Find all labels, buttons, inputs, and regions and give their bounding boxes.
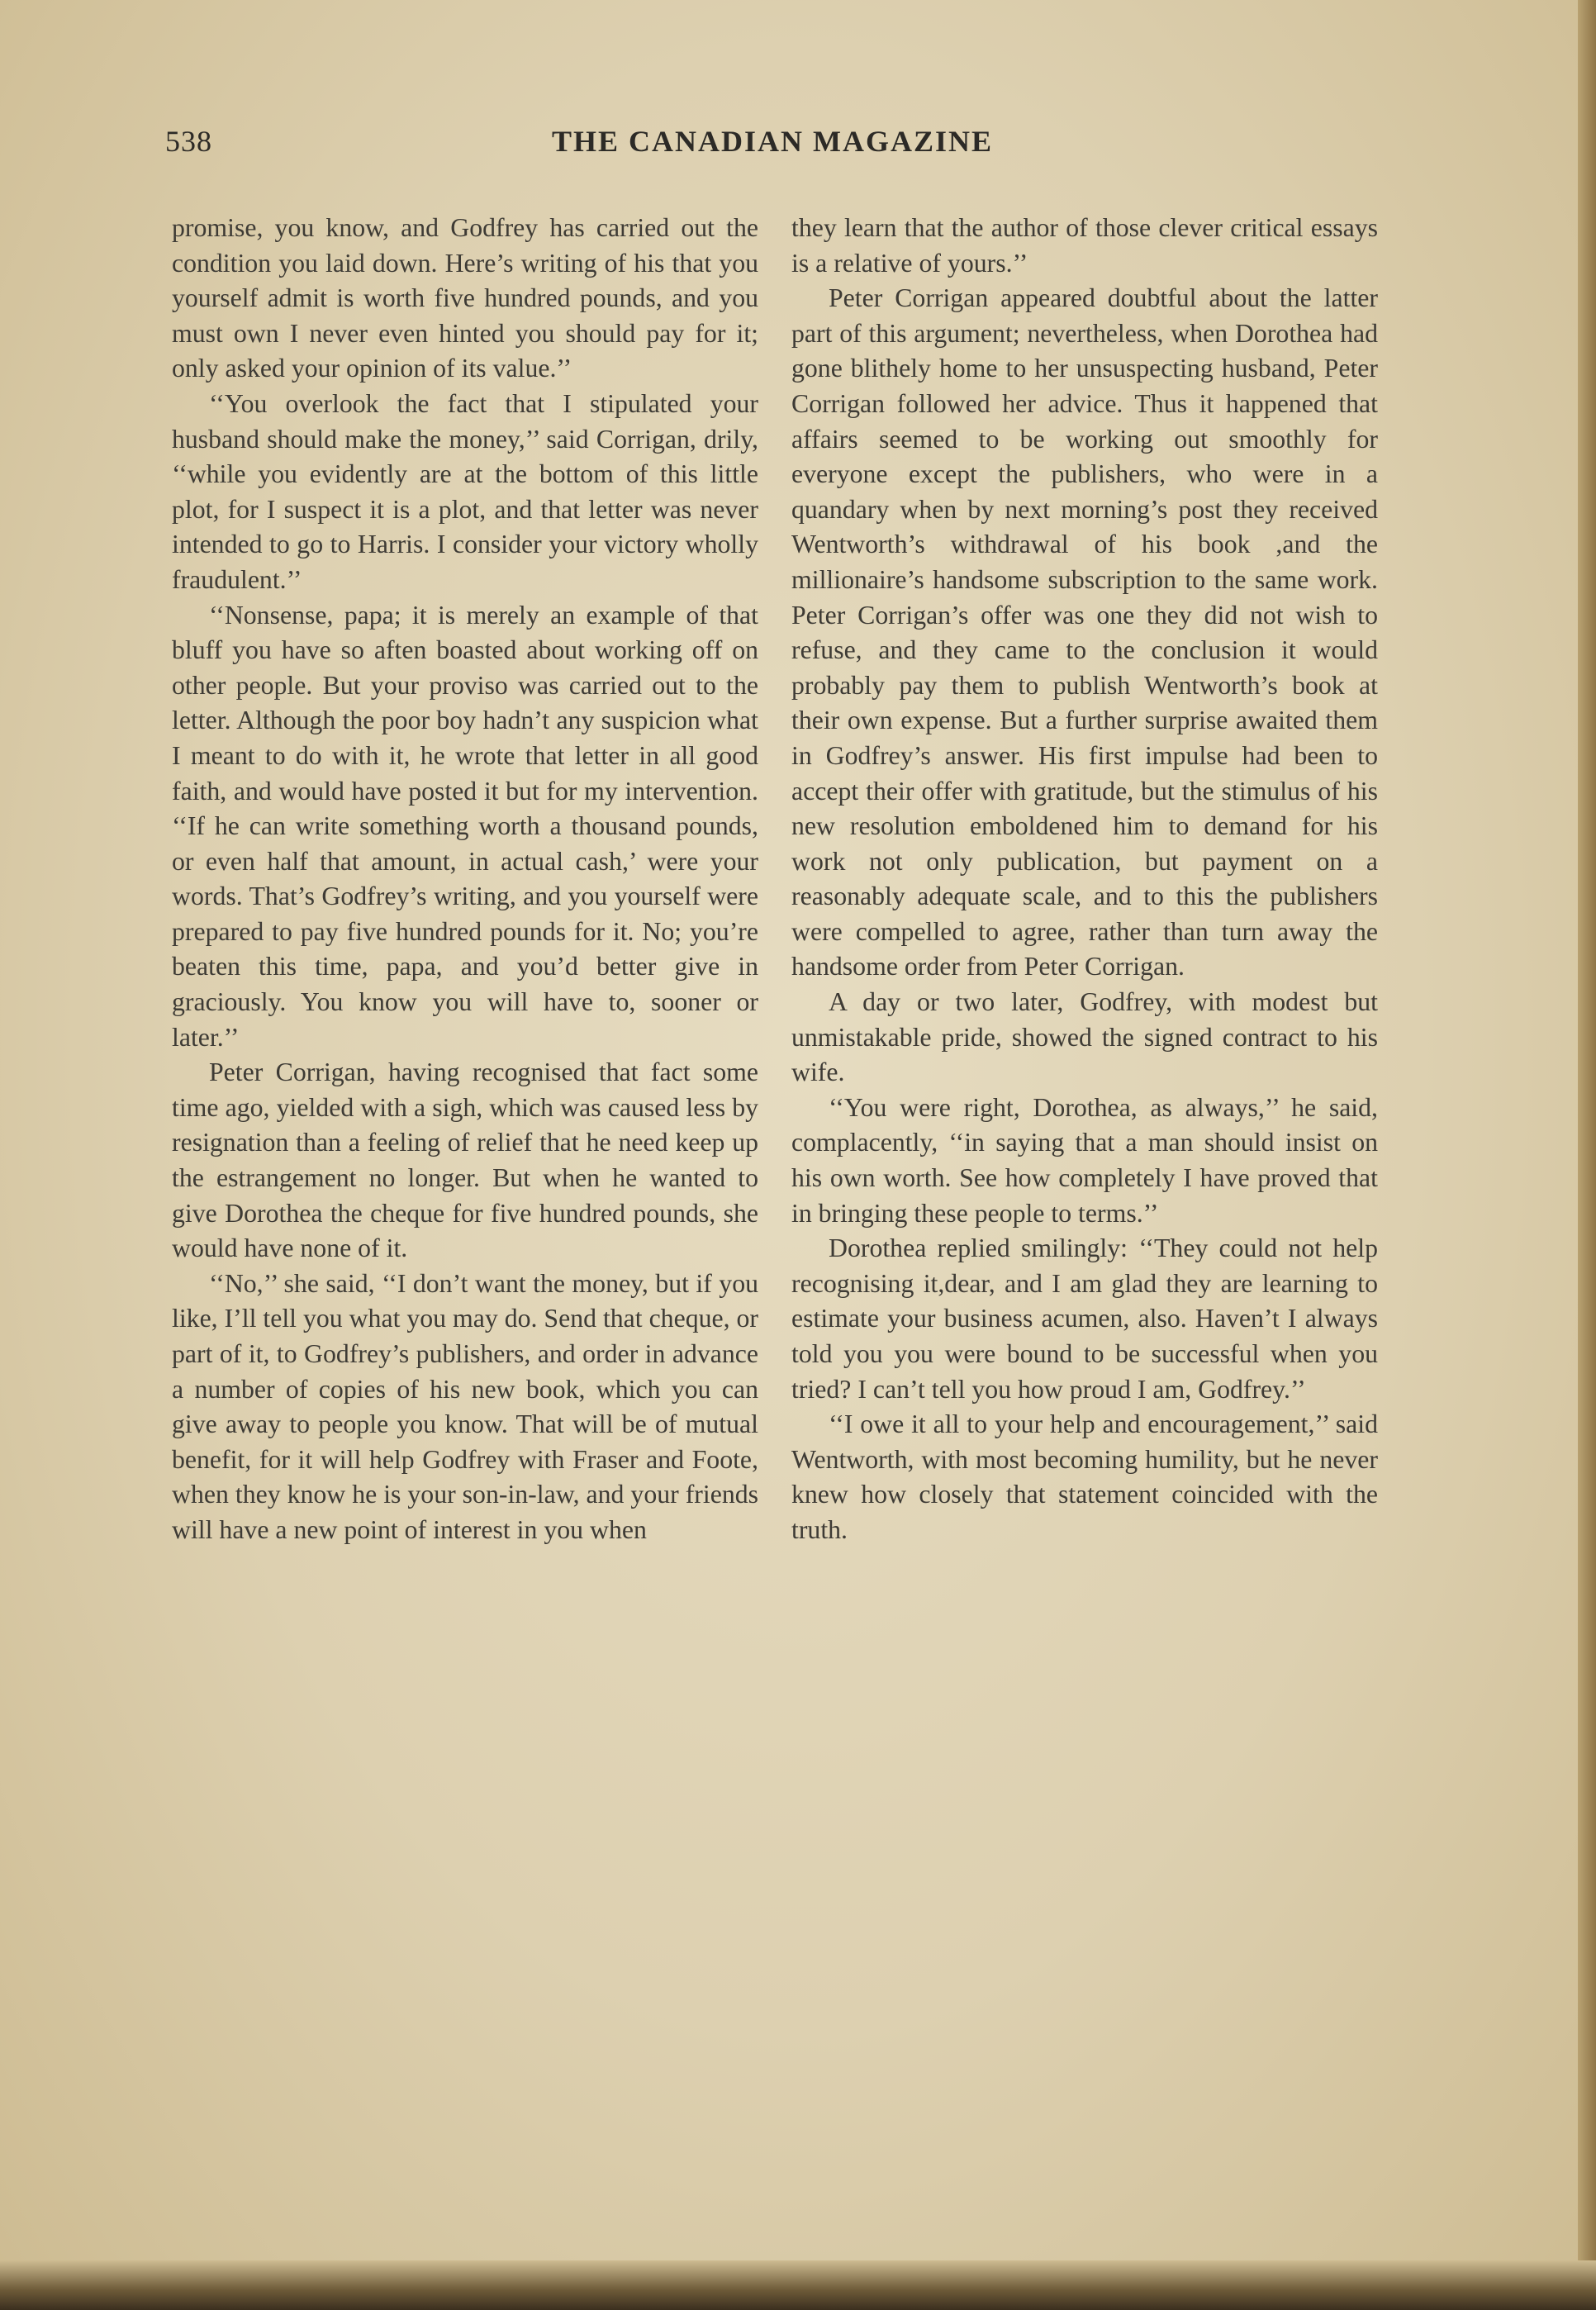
left-column — [172, 211, 758, 1548]
paragraph: Dorothea replied smilingly: ‘‘They could not help recognising it,dear, and I am glad they are learning to estimate your business acumen, also. Haven’t I always told you you were bound to be successful when you tried? I can’t tell you how proud I am, Godfrey.’’ — [791, 1233, 1378, 1404]
paragraph: ‘‘No,’’ she said, ‘‘I don’t want the money, but if you like, I’ll tell you what you may do. Send that cheque, or part of it, to Godfrey’s publishers, and order in advance a number of copies of his new book, which you can give away to people you know. That will be of mutual benefit, for it will help Godfrey with Fraser and Foote, when they know he is your son-in-law, and your friends will have a new point of interest in you when — [172, 1268, 758, 1544]
right-column — [791, 211, 1378, 1548]
running-head: THE CANADIAN MAGAZINE — [551, 125, 994, 158]
paragraph: Peter Corrigan, having recognised that fact some time ago, yielded with a sigh, which was caused less by resignation than a feeling of relief that he need keep up the estrangement no longer. But when he wanted to give Dorothea the cheque for five hundred pounds, she would have none of it. — [172, 1058, 758, 1263]
paragraph: they learn that the author of those clever critical essays is a relative of yours.’’ — [791, 213, 1378, 278]
page-edge-bottom — [0, 2260, 1596, 2310]
page-header — [165, 124, 1380, 173]
paragraph: promise, you know, and Godfrey has carried out the condition you laid down. Here’s writing of his that you yourself admit is worth five hundred pounds, and you must own I never even hinted you should pay for it; only asked your opinion of its value.’’ — [172, 213, 758, 383]
page-edge-right — [1578, 0, 1596, 2310]
paragraph: ‘‘Nonsense, papa; it is merely an example of that bluff you have so aften boasted about working off on other people. But your proviso was carried out to the letter. Although the poor boy hadn’t any suspicion what I meant to do with it, he wrote that letter in all good faith, and would have posted it but for my intervention. ‘‘If he can write something worth a thousand pounds, or even half that amount, in actual cash,’ were your words. That’s Godfrey’s writing, and you yourself were prepared to pay five hundred pounds for it. No; you’re beaten this time, papa, and you’d better give in graciously. You know you will have to, sooner or later.’’ — [172, 600, 758, 1052]
paragraph: A day or two later, Godfrey, with modest but unmistakable pride, showed the signed contract to his wife. — [791, 987, 1378, 1087]
paragraph: Peter Corrigan appeared doubtful about the latter part of this argument; nevertheless, when Dorothea had gone blithely home to her unsuspecting husband, Peter Corrigan followed her advice. Thus it happened that affairs seemed to be working out smoothly for everyone except the publishers, who were in a quandary when by next morning’s post they received Wentworth’s withdrawal of his book ,and the millionaire’s handsome subscription to the same work. Peter Corrigan’s offer was one they did not wish to refuse, and they came to the conclusion it would probably pay them to publish Wentworth’s book at their own expense. But a further surprise awaited them in Godfrey’s answer. His first impulse had been to accept their offer with gratitude, but the stimulus of his new resolution emboldened him to demand for his work not only publication, but payment on a reasonably adequate scale, and to this the publishers were compelled to agree, rather than turn away the handsome order from Peter Corrigan. — [791, 283, 1378, 982]
page-number: 538 — [165, 125, 212, 158]
paragraph: ‘‘You were right, Dorothea, as always,’’ he said, complacently, ‘‘in saying that a man should insist on his own worth. See how completely I have proved that in bringing these people to terms.’’ — [791, 1092, 1378, 1228]
paragraph: ‘‘You overlook the fact that I stipulated your husband should make the money,’’ said Corrigan, drily, ‘‘while you evidently are at the bottom of this little plot, for I suspect it is a plot, and that letter was never intended to go to Harris. I consider your victory wholly fraudulent.’’ — [172, 388, 758, 594]
paragraph: ‘‘I owe it all to your help and encouragement,’’ said Wentworth, with most becoming humility, but he never knew how closely that statement coincided with the truth. — [791, 1409, 1378, 1544]
